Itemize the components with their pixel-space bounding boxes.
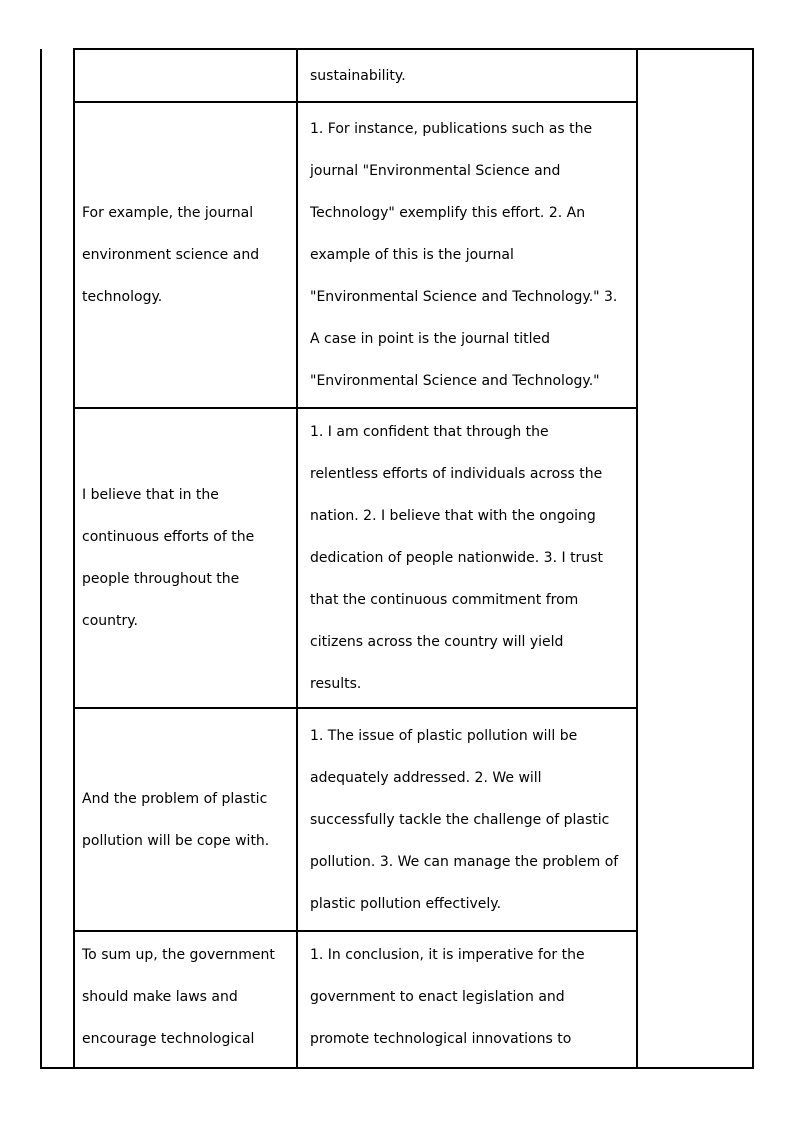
text-line: technology. <box>82 289 163 305</box>
table-row <box>41 49 753 102</box>
text-line: successfully tackle the challenge of plastic <box>310 811 610 828</box>
original-text-cell <box>74 408 297 708</box>
text-line: results. <box>310 676 362 692</box>
right-margin-cell <box>637 49 753 1068</box>
text-line: citizens across the country will yield <box>310 634 564 650</box>
text-line: "Environmental Science and Technology." <box>310 373 600 389</box>
paraphrase-table <box>40 48 754 1069</box>
text-line: sustainability. <box>310 67 406 84</box>
text-line: promote technological innovations to <box>310 1031 572 1047</box>
text-line: environment science and <box>82 247 260 263</box>
text-line: should make laws and <box>82 989 238 1005</box>
text-line: pollution will be cope with. <box>82 832 270 849</box>
paraphrase-cell <box>297 102 637 408</box>
paraphrase-cell <box>297 708 637 931</box>
text-line: pollution. 3. We can manage the problem of <box>310 853 619 870</box>
text-line: government to enact legislation and <box>310 989 565 1005</box>
text-line: Technology" exemplify this effort. 2. An <box>310 205 586 221</box>
text-line: that the continuous commitment from <box>310 592 579 608</box>
paraphrase-cell <box>297 408 637 708</box>
text-line: nation. 2. I believe that with the ongoing <box>310 508 596 524</box>
text-line: relentless efforts of individuals across the <box>310 466 603 482</box>
text-line: continuous efforts of the <box>82 529 255 545</box>
text-line: encourage technological <box>82 1031 255 1047</box>
text-line: journal "Environmental Science and <box>310 163 561 179</box>
text-line: adequately addressed. 2. We will <box>310 769 542 786</box>
original-text-cell <box>74 49 297 102</box>
text-line: plastic pollution effectively. <box>310 895 502 912</box>
text-line: 1. In conclusion, it is imperative for the <box>310 947 585 963</box>
text-line: To sum up, the government <box>82 947 275 963</box>
text-line: I believe that in the <box>82 487 219 503</box>
original-text-cell <box>74 708 297 931</box>
left-margin-cell <box>41 49 74 1068</box>
text-line: A case in point is the journal titled <box>310 331 550 347</box>
paraphrase-cell <box>297 49 637 102</box>
text-line: "Environmental Science and Technology." 3. <box>310 289 618 305</box>
text-line: For example, the journal <box>82 205 254 221</box>
text-line: And the problem of plastic <box>82 790 268 807</box>
text-line: 1. I am confident that through the <box>310 424 549 440</box>
text-line: 1. For instance, publications such as the <box>310 121 593 137</box>
original-text-cell <box>74 102 297 408</box>
original-text-cell <box>74 931 297 1068</box>
text-line: example of this is the journal <box>310 247 514 263</box>
text-line: people throughout the <box>82 571 240 587</box>
text-line: 1. The issue of plastic pollution will be <box>310 727 578 744</box>
paraphrase-cell <box>297 931 637 1068</box>
text-line: country. <box>82 613 138 629</box>
text-line: dedication of people nationwide. 3. I trust <box>310 550 603 566</box>
